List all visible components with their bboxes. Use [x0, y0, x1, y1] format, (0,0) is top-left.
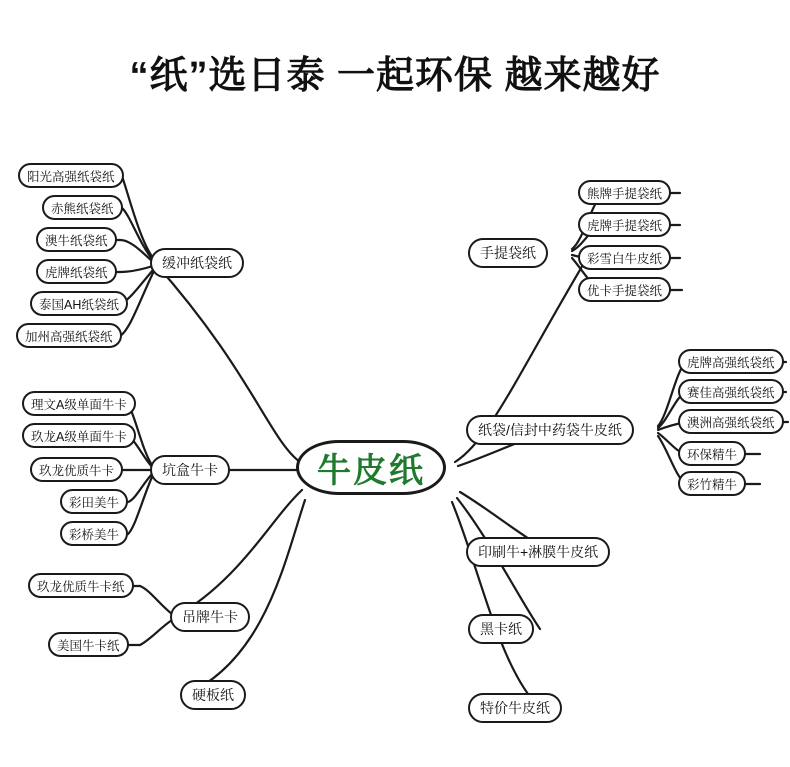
leaf-label: 美国牛卡纸 [57, 638, 120, 653]
leaf-label: 彩竹精牛 [687, 477, 738, 492]
branch-node-6[interactable] [466, 537, 610, 567]
leaf-label: 阳光高强纸袋纸 [27, 169, 115, 184]
leaf-label: 环保精牛 [687, 447, 738, 462]
leaf-label: 彩田美牛 [69, 495, 120, 510]
leaf-label: 优卡手提袋纸 [587, 283, 663, 298]
leaf-node[interactable] [578, 245, 671, 270]
page-title: “纸”选日泰 一起环保 越来越好 [129, 55, 661, 97]
leaf-node[interactable] [18, 163, 124, 188]
branch-node-8[interactable] [468, 693, 562, 723]
leaf-label: 玖龙优质牛卡 [39, 463, 115, 478]
leaf-node[interactable] [678, 471, 746, 496]
leaf-node[interactable] [578, 180, 671, 205]
branch-label: 纸袋/信封中药袋牛皮纸 [478, 422, 622, 438]
leaf-node[interactable] [678, 409, 784, 434]
leaf-label: 泰国AH纸袋纸 [39, 297, 119, 312]
leaf-label: 澳洲高强纸袋纸 [687, 415, 775, 430]
branch-label: 手提袋纸 [480, 245, 536, 261]
leaf-label: 赤熊纸袋纸 [51, 201, 114, 216]
leaf-node[interactable] [36, 227, 117, 252]
leaf-node[interactable] [678, 379, 784, 404]
leaf-node[interactable] [30, 291, 128, 316]
leaf-label: 澳牛纸袋纸 [45, 233, 108, 248]
branch-label: 缓冲纸袋纸 [162, 255, 232, 271]
leaf-node[interactable] [28, 573, 134, 598]
branch-node-2[interactable] [170, 602, 250, 632]
branch-label: 印刷牛+淋膜牛皮纸 [478, 544, 599, 560]
leaf-label: 彩雪白牛皮纸 [587, 251, 663, 266]
leaf-node[interactable] [578, 212, 671, 237]
branch-node-3[interactable] [180, 680, 246, 710]
branch-label: 硬板纸 [192, 687, 234, 703]
branch-label: 吊牌牛卡 [182, 609, 238, 625]
leaf-label: 彩桥美牛 [69, 527, 120, 542]
leaf-node[interactable] [48, 632, 129, 657]
center-node-label: 牛皮纸 [317, 452, 425, 490]
branch-node-5[interactable] [466, 415, 634, 445]
leaf-label: 玖龙A级单面牛卡 [31, 429, 127, 444]
leaf-node[interactable] [678, 349, 784, 374]
leaf-label: 虎牌手提袋纸 [587, 218, 663, 233]
leaf-label: 理文A级单面牛卡 [31, 397, 127, 412]
leaf-node[interactable] [22, 423, 136, 448]
branch-node-0[interactable] [150, 248, 244, 278]
leaf-node[interactable] [22, 391, 136, 416]
leaf-label: 虎牌纸袋纸 [45, 265, 108, 280]
leaf-label: 虎牌高强纸袋纸 [687, 355, 775, 370]
leaf-node[interactable] [36, 259, 117, 284]
branch-label: 特价牛皮纸 [480, 700, 550, 716]
leaf-label: 熊牌手提袋纸 [587, 186, 663, 201]
leaf-node[interactable] [578, 277, 671, 302]
branch-label: 坑盒牛卡 [162, 462, 218, 478]
branch-node-1[interactable] [150, 455, 230, 485]
leaf-node[interactable] [60, 489, 128, 514]
branch-label: 黑卡纸 [480, 621, 522, 637]
branch-node-7[interactable] [468, 614, 534, 644]
leaf-node[interactable] [60, 521, 128, 546]
leaf-node[interactable] [678, 441, 746, 466]
leaf-node[interactable] [16, 323, 122, 348]
leaf-node[interactable] [42, 195, 123, 220]
leaf-label: 加州高强纸袋纸 [25, 329, 113, 344]
center-node[interactable] [296, 440, 446, 495]
leaf-node[interactable] [30, 457, 123, 482]
branch-node-4[interactable] [468, 238, 548, 268]
leaf-label: 玖龙优质牛卡纸 [37, 579, 125, 594]
leaf-label: 赛佳高强纸袋纸 [687, 385, 775, 400]
